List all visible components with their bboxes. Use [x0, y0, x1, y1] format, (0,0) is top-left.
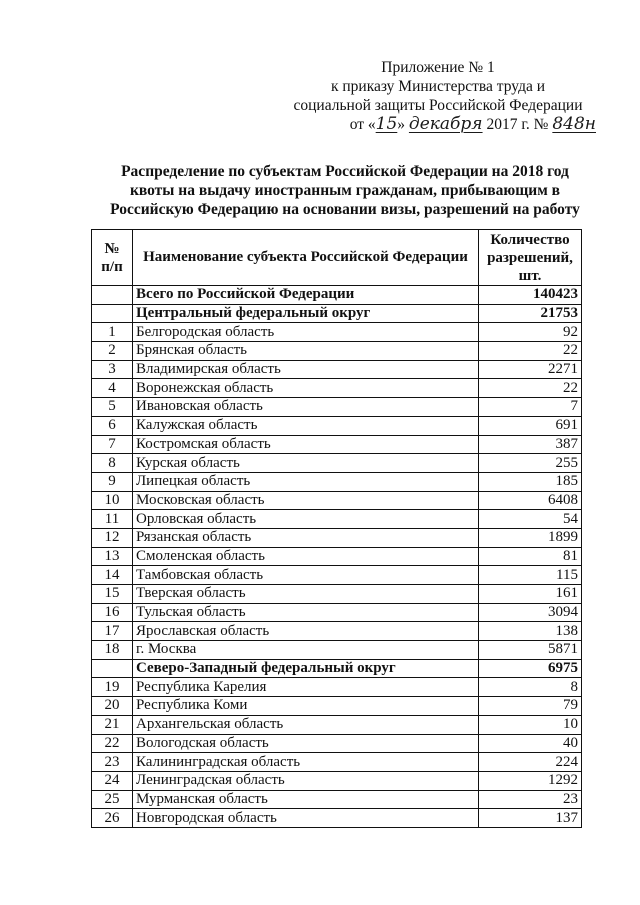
row-subject-name: Костромская область: [133, 435, 479, 454]
row-number: 2: [92, 342, 133, 361]
row-number: 6: [92, 416, 133, 435]
table-row: [92, 659, 582, 678]
row-quantity: 5871: [479, 641, 582, 660]
row-quantity: 8: [479, 678, 582, 697]
table-row: [92, 379, 582, 398]
row-subject-name: Тверская область: [133, 585, 479, 604]
row-quantity: 6408: [479, 491, 582, 510]
document-title: [95, 162, 595, 219]
row-subject-name: Белгородская область: [133, 323, 479, 342]
table-row: [92, 342, 582, 361]
row-subject-name: Ивановская область: [133, 398, 479, 417]
row-number: 17: [92, 622, 133, 641]
table-row: [92, 753, 582, 772]
table-row: [92, 678, 582, 697]
row-quantity: 6975: [479, 659, 582, 678]
table-row: [92, 566, 582, 585]
row-subject-name: Республика Карелия: [133, 678, 479, 697]
row-number: 13: [92, 547, 133, 566]
row-subject-name: Смоленская область: [133, 547, 479, 566]
table-body: [92, 286, 582, 828]
date-mid: »: [397, 116, 406, 133]
header-subject-name: Наименование субъекта Российской Федерации: [133, 230, 479, 286]
table-row: [92, 304, 582, 323]
table-row: [92, 286, 582, 305]
table-row: [92, 809, 582, 828]
table-row: [92, 454, 582, 473]
row-subject-name: Всего по Российской Федерации: [133, 286, 479, 305]
row-subject-name: Тамбовская область: [133, 566, 479, 585]
table-row: [92, 585, 582, 604]
row-subject-name: Ярославская область: [133, 622, 479, 641]
row-subject-name: Центральный федеральный округ: [133, 304, 479, 323]
row-quantity: 92: [479, 323, 582, 342]
date-year: 2017 г. №: [486, 116, 549, 133]
appendix-title: Приложение № 1: [381, 59, 495, 76]
table-row: [92, 771, 582, 790]
row-subject-name: г. Москва: [133, 641, 479, 660]
row-quantity: 137: [479, 809, 582, 828]
row-quantity: 22: [479, 379, 582, 398]
row-subject-name: Калининградская область: [133, 753, 479, 772]
row-number: 25: [92, 790, 133, 809]
row-subject-name: Московская область: [133, 491, 479, 510]
row-number: 8: [92, 454, 133, 473]
table-row: [92, 697, 582, 716]
row-quantity: 115: [479, 566, 582, 585]
row-quantity: 79: [479, 697, 582, 716]
row-subject-name: Мурманская область: [133, 790, 479, 809]
row-quantity: 7: [479, 398, 582, 417]
row-quantity: 255: [479, 454, 582, 473]
date-day-handwritten: 15: [375, 114, 398, 134]
row-number: 11: [92, 510, 133, 529]
row-subject-name: Республика Коми: [133, 697, 479, 716]
table-row: [92, 715, 582, 734]
row-subject-name: Тульская область: [133, 603, 479, 622]
row-number: 26: [92, 809, 133, 828]
row-number: 7: [92, 435, 133, 454]
row-subject-name: Липецкая область: [133, 472, 479, 491]
row-number: 12: [92, 528, 133, 547]
date-prefix: от «: [349, 116, 376, 133]
row-number: 22: [92, 734, 133, 753]
table-row: [92, 603, 582, 622]
table-row: [92, 528, 582, 547]
row-subject-name: Ленинградская область: [133, 771, 479, 790]
row-number: 5: [92, 398, 133, 417]
row-subject-name: Северо-Западный федеральный округ: [133, 659, 479, 678]
table-row: [92, 398, 582, 417]
row-number: [92, 659, 133, 678]
table-row: [92, 416, 582, 435]
row-subject-name: Рязанская область: [133, 528, 479, 547]
row-number: 10: [92, 491, 133, 510]
row-number: 4: [92, 379, 133, 398]
table-row: [92, 622, 582, 641]
row-number: 16: [92, 603, 133, 622]
appendix-ministry: социальной защиты Российской Федерации: [293, 97, 583, 114]
table-row: [92, 510, 582, 529]
header-quantity-line-3: шт.: [518, 267, 542, 284]
row-subject-name: Орловская область: [133, 510, 479, 529]
row-number: 19: [92, 678, 133, 697]
table-row: [92, 734, 582, 753]
row-quantity: 138: [479, 622, 582, 641]
header-quantity: [479, 230, 582, 286]
row-subject-name: Калужская область: [133, 416, 479, 435]
row-subject-name: Владимирская область: [133, 360, 479, 379]
row-number: 24: [92, 771, 133, 790]
table-row: [92, 790, 582, 809]
row-quantity: 2271: [479, 360, 582, 379]
title-line-1: Распределение по субъектам Российской Федерации на 2018 год: [121, 163, 569, 180]
row-subject-name: Воронежская область: [133, 379, 479, 398]
table-row: [92, 435, 582, 454]
row-number: 15: [92, 585, 133, 604]
row-number: [92, 304, 133, 323]
row-quantity: 691: [479, 416, 582, 435]
table-row: [92, 491, 582, 510]
row-subject-name: Курская область: [133, 454, 479, 473]
date-month-handwritten: декабря: [408, 114, 483, 134]
header-quantity-line-1: Количество: [490, 231, 570, 248]
title-line-3: Российскую Федерацию на основании визы, разрешений на работу: [110, 201, 580, 218]
row-quantity: 10: [479, 715, 582, 734]
table-row: [92, 323, 582, 342]
table-row: [92, 360, 582, 379]
row-quantity: 161: [479, 585, 582, 604]
row-number: 9: [92, 472, 133, 491]
row-number: 1: [92, 323, 133, 342]
row-quantity: 387: [479, 435, 582, 454]
row-quantity: 54: [479, 510, 582, 529]
row-quantity: 1292: [479, 771, 582, 790]
table-row: [92, 547, 582, 566]
row-quantity: 23: [479, 790, 582, 809]
row-quantity: 22: [479, 342, 582, 361]
row-number: 18: [92, 641, 133, 660]
row-quantity: 140423: [479, 286, 582, 305]
row-subject-name: Архангельская область: [133, 715, 479, 734]
title-line-2: квоты на выдачу иностранным гражданам, прибывающим в: [129, 182, 561, 199]
row-number: 3: [92, 360, 133, 379]
header-number: [92, 230, 133, 286]
row-number: 23: [92, 753, 133, 772]
row-subject-name: Новгородская область: [133, 809, 479, 828]
row-subject-name: Брянская область: [133, 342, 479, 361]
row-subject-name: Вологодская область: [133, 734, 479, 753]
row-quantity: 40: [479, 734, 582, 753]
row-quantity: 185: [479, 472, 582, 491]
appendix-date-line: [288, 115, 596, 134]
table-row: [92, 472, 582, 491]
table-header-row: [92, 230, 582, 286]
quota-table: [91, 229, 582, 828]
header-quantity-line-2: разрешений,: [487, 249, 573, 266]
row-number: 20: [92, 697, 133, 716]
row-number: 14: [92, 566, 133, 585]
row-quantity: 224: [479, 753, 582, 772]
row-quantity: 1899: [479, 528, 582, 547]
row-quantity: 3094: [479, 603, 582, 622]
appendix-header: [288, 58, 596, 134]
header-number-label: п/п: [101, 258, 123, 275]
appendix-order-ref: к приказу Министерства труда и: [330, 78, 546, 95]
order-number-handwritten: 848н: [552, 114, 596, 134]
row-number: 21: [92, 715, 133, 734]
header-number-symbol: №: [104, 240, 120, 257]
table-row: [92, 641, 582, 660]
row-quantity: 81: [479, 547, 582, 566]
row-quantity: 21753: [479, 304, 582, 323]
row-number: [92, 286, 133, 305]
